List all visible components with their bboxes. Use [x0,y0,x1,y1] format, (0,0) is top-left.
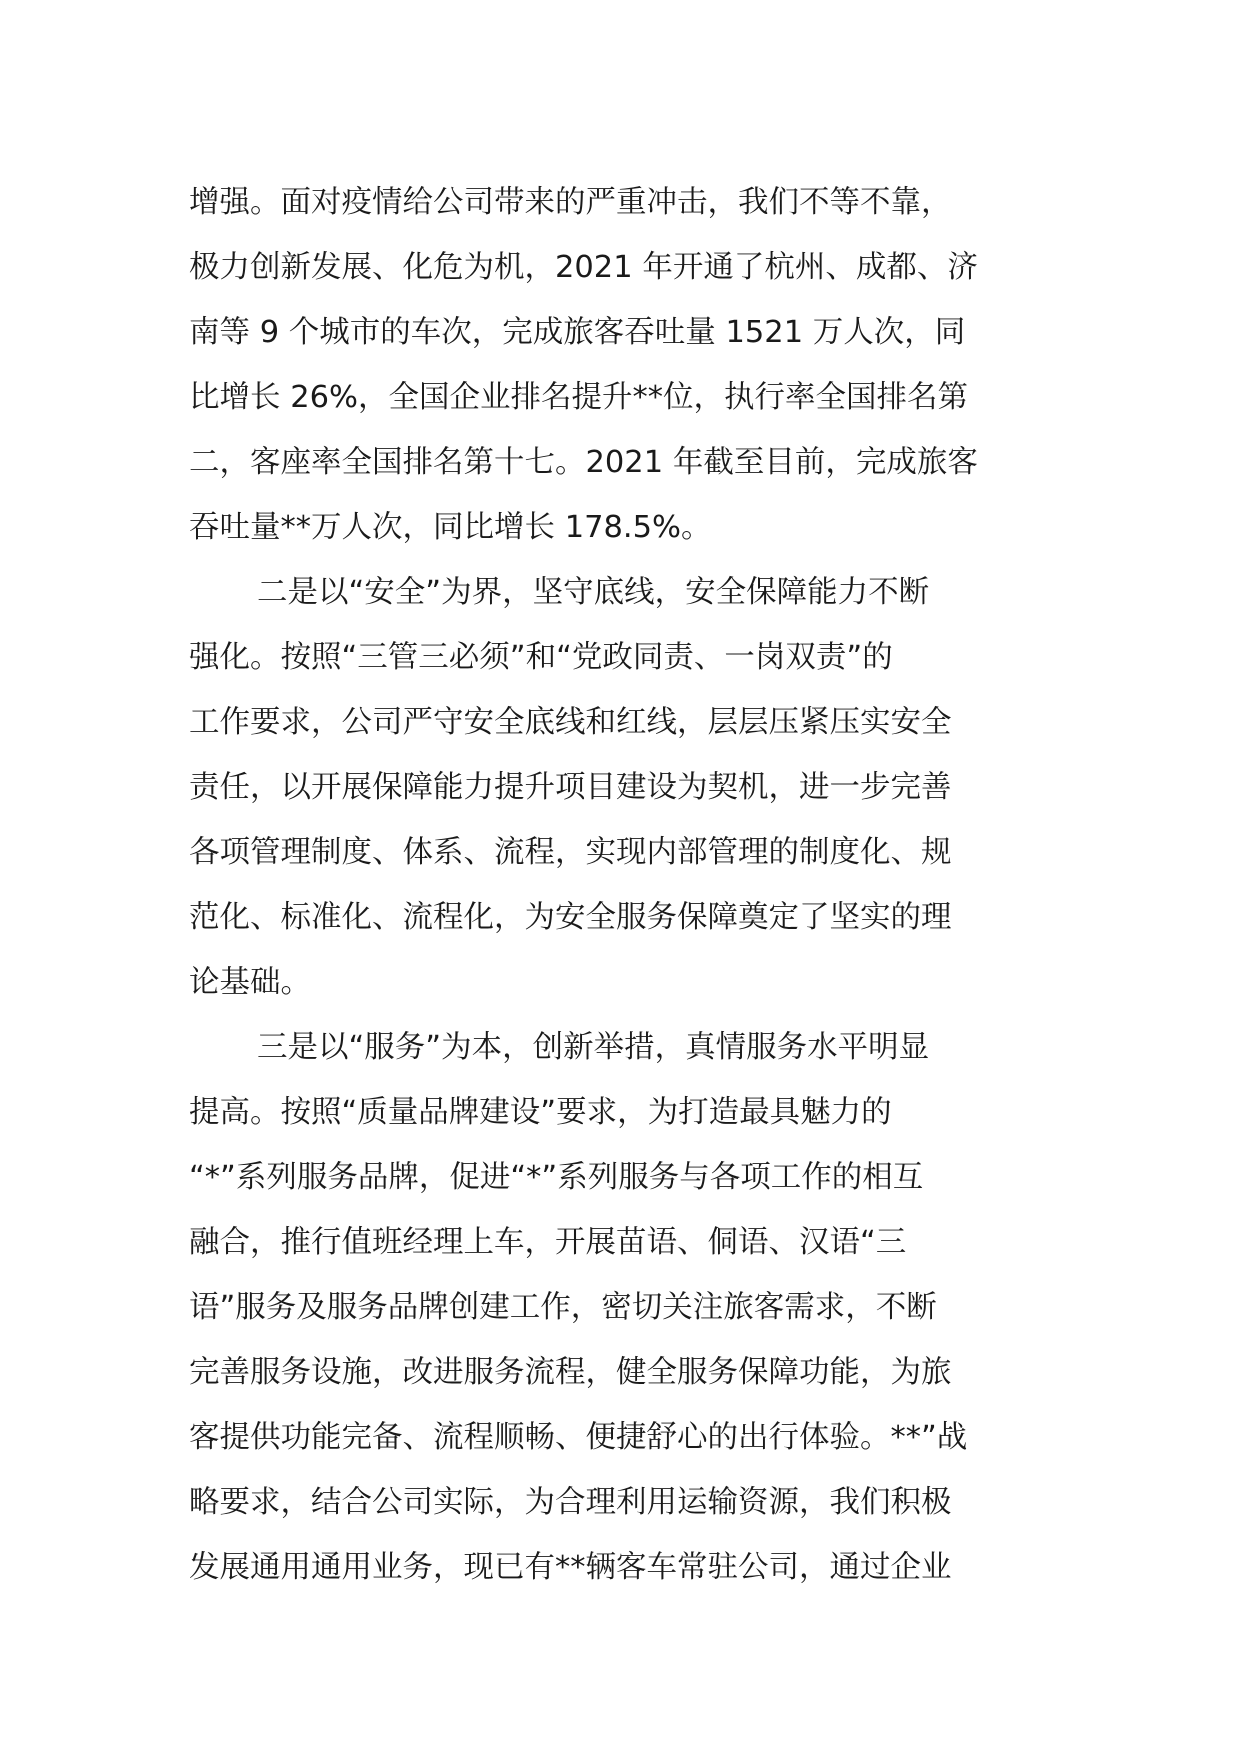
text-line: 南等 9 个城市的车次，完成旅客吞吐量 1521 万人次，同 [189,315,966,350]
text-line: 略要求，结合公司实际，为合理利用运输资源，我们积极 [189,1485,952,1520]
text-line: 客提供功能完备、流程顺畅、便捷舒心的出行体验。**”战 [189,1420,968,1455]
text-line-first: 二是以“安全”为界，坚守底线，安全保障能力不断 [257,575,930,610]
text-line: 责任，以开展保障能力提升项目建设为契机，进一步完善 [189,770,952,805]
text-line: 提高。按照“质量品牌建设”要求，为打造最具魅力的 [189,1095,892,1130]
text-line: 吞吐量**万人次，同比增长 178.5%。 [189,510,712,545]
text-line-first: 三是以“服务”为本，创新举措，真情服务水平明显 [257,1030,930,1065]
paragraph-safety [189,560,1051,1015]
text-line: 二，客座率全国排名第十七。2021 年截至目前，完成旅客 [189,445,978,480]
text-line: 论基础。 [189,965,311,1000]
document-body [189,170,1051,1600]
text-line: 各项管理制度、体系、流程，实现内部管理的制度化、规 [189,835,952,870]
text-line: 范化、标准化、流程化，为安全服务保障奠定了坚实的理 [189,900,952,935]
text-line: 增强。面对疫情给公司带来的严重冲击，我们不等不靠， [189,185,952,220]
text-line: “*”系列服务品牌，促进“*”系列服务与各项工作的相互 [189,1160,924,1195]
paragraph-service [189,1015,1051,1600]
text-line: 融合，推行值班经理上车，开展苗语、侗语、汉语“三 [189,1225,907,1260]
text-line: 比增长 26%，全国企业排名提升**位，执行率全国排名第 [189,380,968,415]
text-line: 完善服务设施，改进服务流程，健全服务保障功能，为旅 [189,1355,952,1390]
text-line: 极力创新发展、化危为机，2021 年开通了杭州、成都、济 [189,250,978,285]
text-line: 强化。按照“三管三必须”和“党政同责、一岗双责”的 [189,640,893,675]
paragraph-continuation [189,170,1051,560]
text-line: 语”服务及服务品牌创建工作，密切关注旅客需求，不断 [189,1290,937,1325]
text-line: 发展通用通用业务，现已有**辆客车常驻公司，通过企业 [189,1550,952,1585]
text-line: 工作要求，公司严守安全底线和红线，层层压紧压实安全 [189,705,952,740]
